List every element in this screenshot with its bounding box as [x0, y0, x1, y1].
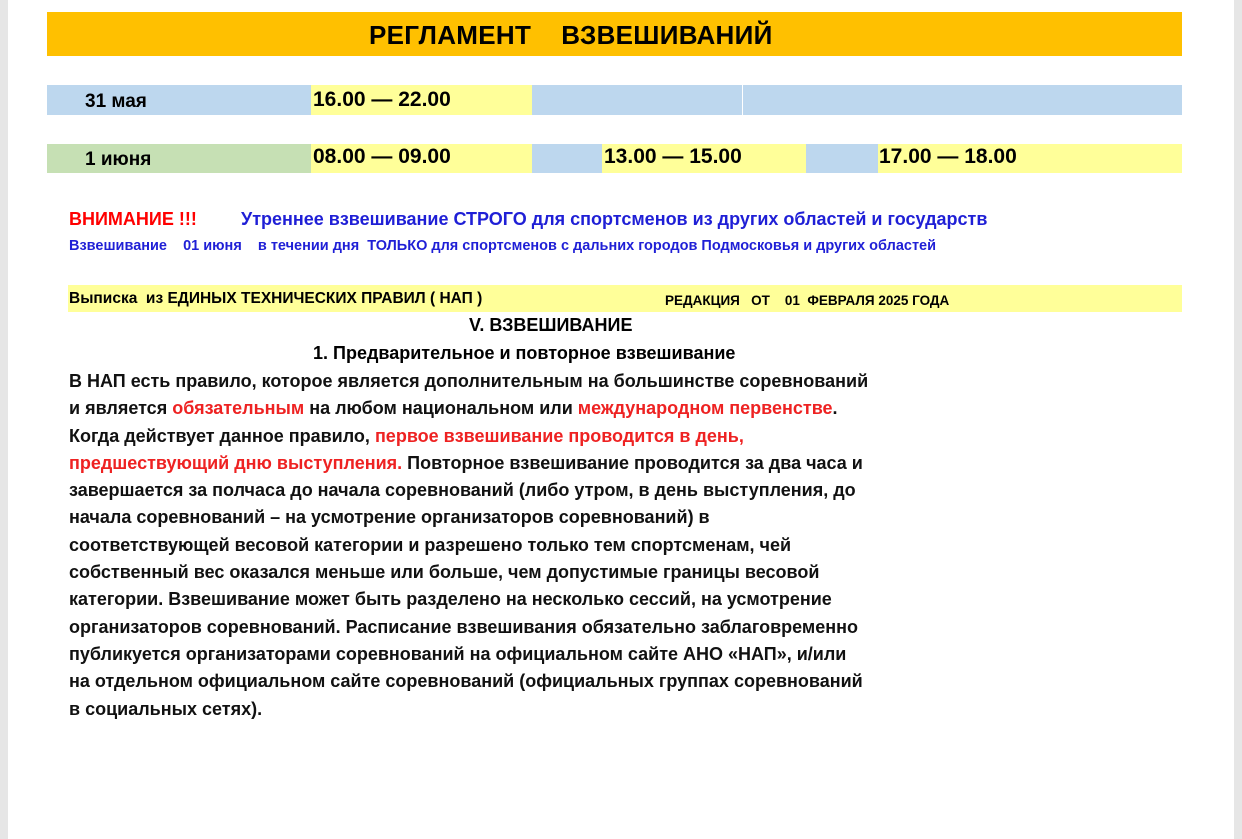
attention-line-2: Взвешивание 01 июня в течении дня ТОЛЬКО для спортсменов с дальних городов Подмосковья и других областей: [69, 238, 937, 254]
highlight-text: первое взвешивание проводится в день,: [374, 425, 744, 446]
attention-line-1: Утреннее взвешивание СТРОГО для спортсменов из других областей и государств: [241, 209, 988, 229]
body-line: публикуется организаторами соревнований на официальном сайте АНО «НАП», и/или: [69, 643, 847, 664]
attention-label: ВНИМАНИЕ !!!: [69, 209, 197, 229]
body-line: соответствующей весовой категории и разрешено только тем спортсменам, чей: [69, 534, 792, 555]
day1-empty-cell-1: [532, 85, 742, 115]
document-page: [8, 0, 1234, 839]
body-line: завершается за полчаса до начала соревнований (либо утром, в день выступления, до: [69, 480, 856, 501]
highlight-text: обязательным: [172, 398, 305, 419]
excerpt-edition: РЕДАКЦИЯ ОТ 01 ФЕВРАЛЯ 2025 ГОДА: [665, 293, 950, 308]
highlight-text: международном первенстве: [577, 398, 833, 419]
body-line: В НАП есть правило, которое является дополнительным на большинстве соревнований: [69, 371, 869, 391]
section-title: V. ВЗВЕШИВАНИЕ: [469, 315, 633, 335]
body-line: [69, 423, 999, 450]
body-text-fragment: .: [832, 398, 838, 419]
body-text-fragment: Когда действует данное правило,: [69, 425, 375, 446]
body-line: собственный вес оказался меньше или больше, чем допустимые границы весовой: [69, 562, 820, 583]
body-text-fragment: и является: [69, 398, 173, 419]
excerpt-source: Выписка из ЕДИНЫХ ТЕХНИЧЕСКИХ ПРАВИЛ ( НАП ): [69, 290, 483, 307]
day2-gap-cell-1: [532, 144, 602, 173]
body-line: [69, 450, 999, 477]
body-line: организаторов соревнований. Расписание взвешивания обязательно заблаговременно: [69, 616, 858, 637]
day1-empty-cell-2: [743, 85, 1182, 115]
section-subtitle: 1. Предварительное и повторное взвешивание: [313, 343, 736, 363]
body-line: в социальных сетях).: [69, 698, 263, 719]
body-line: категории. Взвешивание может быть разделено на несколько сессий, на усмотрение: [69, 589, 832, 610]
body-line: на отдельном официальном сайте соревнований (официальных группах соревнований: [69, 671, 863, 692]
day2-date: 1 июня: [85, 149, 152, 170]
rule-body-text: [69, 368, 999, 723]
day1-date: 31 мая: [85, 91, 147, 112]
day2-slot3: 17.00 — 18.00: [879, 145, 1017, 168]
day1-slot1: 16.00 — 22.00: [313, 88, 451, 111]
page-title: РЕГЛАМЕНТ ВЗВЕШИВАНИЙ: [369, 20, 773, 50]
body-text-fragment: на любом национальном или: [304, 398, 578, 419]
day2-slot1: 08.00 — 09.00: [313, 145, 451, 168]
body-text-fragment: Повторное взвешивание проводится за два часа и: [402, 452, 863, 473]
body-line: начала соревнований – на усмотрение организаторов соревнований) в: [69, 507, 710, 528]
highlight-text: предшествующий дню выступления.: [69, 452, 403, 473]
body-line: [69, 395, 999, 422]
day2-gap-cell-2: [806, 144, 878, 173]
day2-slot2: 13.00 — 15.00: [604, 145, 742, 168]
